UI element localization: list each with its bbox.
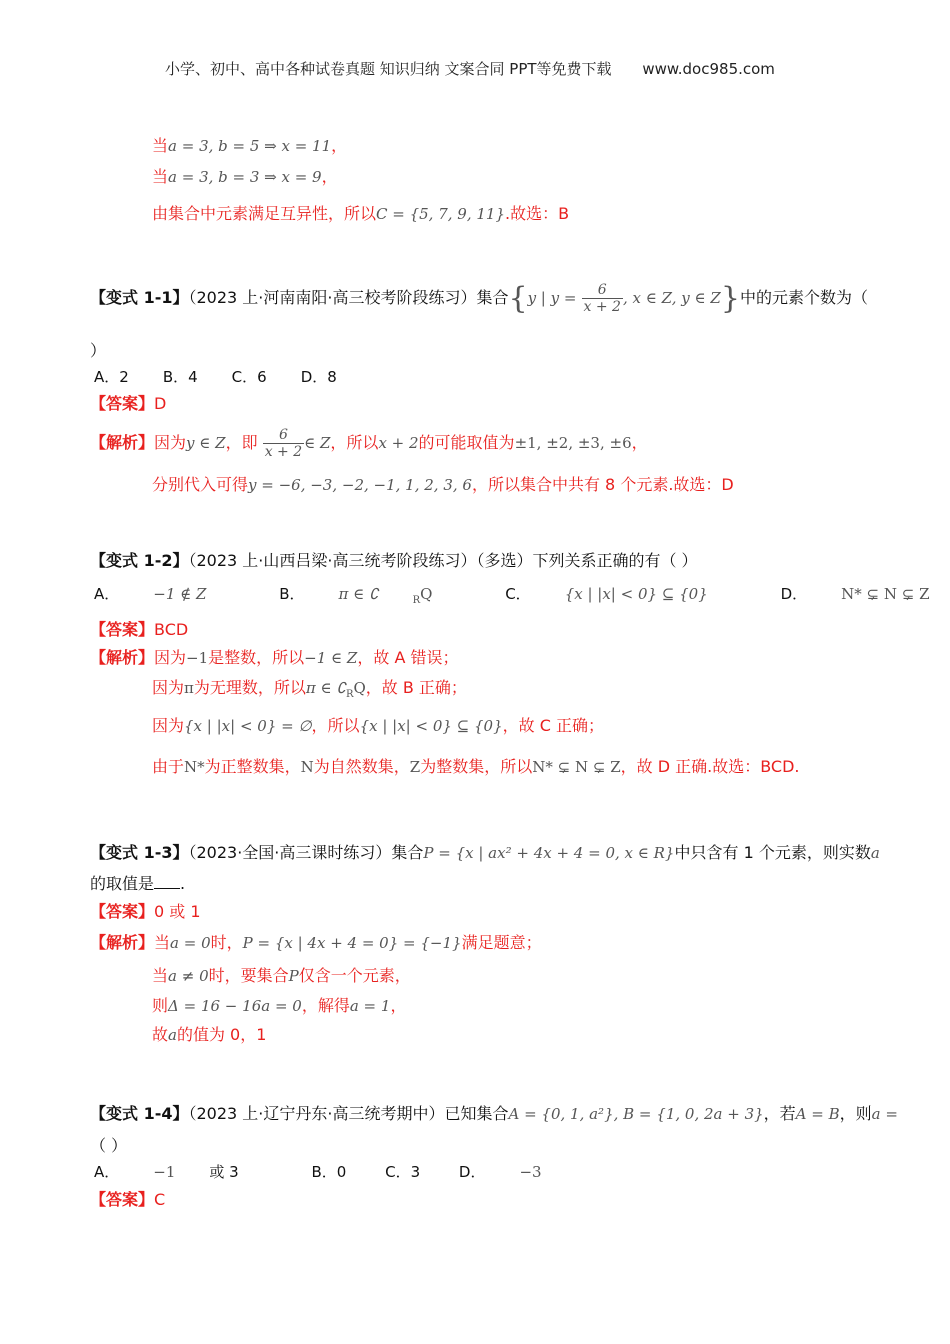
text: 分别代入可得 bbox=[152, 475, 249, 494]
question-4-answer bbox=[90, 1187, 165, 1210]
question-2-analysis-3 bbox=[152, 713, 604, 736]
subscript: R bbox=[412, 595, 421, 606]
math: x + 2 bbox=[378, 434, 419, 452]
text: 故 bbox=[152, 1025, 169, 1044]
math: ±1, ±2, ±3, ±6 bbox=[514, 434, 632, 452]
question-3-analysis-2 bbox=[152, 963, 411, 986]
math: a = bbox=[871, 1105, 898, 1123]
answer-value: C bbox=[154, 1190, 166, 1209]
math: −3 bbox=[519, 1163, 542, 1181]
option-c bbox=[505, 585, 742, 603]
math: N* ⊊ N ⊊ Z bbox=[532, 758, 621, 776]
option-c: C．6 bbox=[231, 368, 267, 386]
question-tag: 【变式 1-2】 bbox=[90, 551, 189, 570]
question-4-paren: （ ） bbox=[90, 1136, 128, 1155]
numerator: 6 bbox=[582, 282, 623, 299]
math: Z bbox=[409, 758, 421, 776]
analysis-label: 【解析】 bbox=[90, 933, 155, 952]
text: 时， bbox=[210, 933, 243, 952]
option-letter: D． bbox=[458, 1163, 486, 1181]
text: ， bbox=[631, 433, 648, 452]
option-b bbox=[279, 585, 466, 606]
analysis-label: 【解析】 bbox=[90, 648, 155, 667]
question-4-options bbox=[94, 1161, 610, 1182]
text: 当 bbox=[152, 966, 169, 985]
option-b: B．0 bbox=[311, 1163, 347, 1181]
solution-line-1 bbox=[152, 133, 347, 156]
question-text: ，若 bbox=[763, 1104, 796, 1123]
text: ，所以 bbox=[330, 433, 379, 452]
question-3-answer bbox=[90, 899, 201, 922]
text: ， bbox=[331, 136, 348, 155]
question-3-analysis-1 bbox=[90, 930, 542, 953]
question-source: （2023 上·辽宁丹东·高三统考期中）已知集合 bbox=[188, 1104, 509, 1123]
question-source: （2023·全国·高三课时练习）集合 bbox=[188, 843, 424, 862]
text: 为无理数，所以 bbox=[193, 678, 306, 697]
text: ，所以集合中共有 8 个元素.故选：D bbox=[471, 475, 734, 494]
math: a bbox=[168, 1026, 177, 1044]
math: C = {5, 7, 9, 11} bbox=[376, 205, 506, 223]
text: 时，要集合 bbox=[208, 966, 289, 985]
math: {x | |x| < 0} = ∅ bbox=[184, 717, 312, 735]
text: ，即 bbox=[225, 433, 258, 452]
brace: } bbox=[720, 281, 740, 316]
question-2-stem bbox=[90, 548, 698, 571]
question-1-analysis-1 bbox=[90, 427, 648, 460]
text: ，故 D 正确.故选：BCD. bbox=[620, 757, 800, 776]
option-letter: A． bbox=[94, 1163, 120, 1181]
text: 满足题意； bbox=[461, 933, 542, 952]
text: 为正整数集， bbox=[204, 757, 301, 776]
subscript: R bbox=[345, 689, 354, 701]
question-1-stem bbox=[90, 281, 868, 316]
math: a = 3, b = 5 ⇒ x = 11 bbox=[168, 137, 332, 155]
fraction bbox=[582, 282, 623, 315]
question-4-stem bbox=[90, 1101, 898, 1124]
text: 因为 bbox=[152, 678, 185, 697]
answer-label: 【答案】 bbox=[90, 394, 155, 413]
option-a bbox=[94, 1163, 273, 1181]
question-3-line-2 bbox=[90, 871, 185, 894]
analysis-label: 【解析】 bbox=[90, 433, 155, 452]
text: .故选：B bbox=[505, 204, 570, 223]
text: 因为 bbox=[154, 648, 187, 667]
text: 由集合中元素满足互异性，所以 bbox=[152, 204, 377, 223]
math: a = 0 bbox=[170, 934, 211, 952]
question-source: （2023 上·山西吕梁·高三统考阶段练习）（多选）下列关系正确的有（ ） bbox=[188, 551, 698, 570]
option-letter: D． bbox=[780, 585, 808, 603]
question-1-answer bbox=[90, 391, 166, 414]
math: Q bbox=[420, 585, 433, 603]
question-2-analysis-1 bbox=[90, 645, 458, 668]
text: ， bbox=[390, 996, 407, 1015]
math: π ∈ ∁ bbox=[338, 585, 379, 603]
math: Δ = 16 − 16a = 0 bbox=[168, 997, 302, 1015]
math: {x | |x| < 0} ⊆ {0} bbox=[564, 585, 708, 603]
math: −1 ∈ Z bbox=[304, 649, 358, 667]
math: {x | |x| < 0} ⊆ {0} bbox=[359, 717, 503, 735]
text: 当 bbox=[154, 933, 171, 952]
header-text: 小学、初中、高中各种试卷真题 知识归纳 文案合同 PPT等免费下载 bbox=[165, 60, 612, 78]
answer-value: BCD bbox=[154, 620, 189, 639]
math: A = {0, 1, a²}, B = {1, 0, 2a + 3} bbox=[508, 1105, 764, 1123]
option-c: C．3 bbox=[385, 1163, 421, 1181]
math: π ∈ ∁ bbox=[305, 679, 346, 697]
text: 或 3 bbox=[209, 1163, 239, 1181]
question-tag: 【变式 1-1】 bbox=[90, 288, 189, 307]
text: 则 bbox=[152, 996, 169, 1015]
math: N* ⊊ N ⊊ Z bbox=[841, 585, 930, 603]
question-source: （2023 上·河南南阳·高三校考阶段练习）集合 bbox=[188, 288, 509, 307]
answer-value: 0 或 1 bbox=[154, 902, 201, 921]
math: y | y = bbox=[527, 289, 577, 307]
denominator: x + 2 bbox=[264, 444, 303, 460]
text: ，故 A 错误； bbox=[357, 648, 459, 667]
answer-label: 【答案】 bbox=[90, 620, 155, 639]
question-2-analysis-4 bbox=[152, 754, 800, 777]
option-a bbox=[94, 585, 240, 603]
question-tag: 【变式 1-4】 bbox=[90, 1104, 189, 1123]
brace: { bbox=[508, 281, 528, 316]
math: ∈ Z bbox=[304, 434, 331, 452]
question-text: . bbox=[180, 874, 186, 893]
option-d bbox=[781, 585, 950, 603]
denominator: x + 2 bbox=[583, 299, 621, 315]
text: 当 bbox=[152, 167, 169, 186]
math: P = {x | 4x + 4 = 0} = {−1} bbox=[242, 934, 462, 952]
answer-label: 【答案】 bbox=[90, 902, 155, 921]
text: 由于 bbox=[152, 757, 185, 776]
math: a bbox=[870, 844, 880, 862]
math: N* bbox=[184, 758, 205, 776]
math: P = {x | ax² + 4x + 4 = 0, x ∈ R} bbox=[423, 844, 675, 862]
text: ，所以 bbox=[311, 716, 360, 735]
text: 为整数集，所以 bbox=[420, 757, 533, 776]
text: ，故 B 正确； bbox=[365, 678, 467, 697]
option-d bbox=[459, 1163, 576, 1181]
question-3-analysis-3 bbox=[152, 993, 406, 1016]
question-1-options bbox=[94, 366, 371, 387]
math: , x ∈ Z, y ∈ Z bbox=[622, 289, 721, 307]
question-text: 的取值是 bbox=[90, 874, 155, 893]
answer-value: D bbox=[154, 394, 167, 413]
solution-line-3 bbox=[152, 201, 569, 224]
question-text: ，则 bbox=[839, 1104, 872, 1123]
page-header bbox=[165, 58, 775, 79]
numerator: 6 bbox=[263, 427, 304, 444]
text: 因为 bbox=[152, 716, 185, 735]
question-1-analysis-2 bbox=[152, 472, 734, 495]
math: π bbox=[184, 679, 194, 697]
text: 为自然数集， bbox=[313, 757, 410, 776]
fill-blank[interactable] bbox=[154, 888, 180, 889]
math: P bbox=[288, 967, 299, 985]
math: y = −6, −3, −2, −1, 1, 2, 3, 6 bbox=[248, 476, 472, 494]
math: y ∈ Z bbox=[186, 434, 226, 452]
solution-line-2 bbox=[152, 164, 338, 187]
math: A = B bbox=[795, 1105, 840, 1123]
question-3-stem bbox=[90, 840, 880, 863]
text: 仅含一个元素， bbox=[298, 966, 411, 985]
question-1-close: ） bbox=[90, 341, 107, 360]
text: 当 bbox=[152, 136, 169, 155]
question-2-options bbox=[94, 583, 950, 606]
fraction bbox=[263, 427, 304, 460]
option-b: B．4 bbox=[162, 368, 198, 386]
text: ，解得 bbox=[301, 996, 350, 1015]
text: 因为 bbox=[154, 433, 187, 452]
option-a: A．2 bbox=[94, 368, 129, 386]
option-letter: C． bbox=[505, 585, 531, 603]
answer-label: 【答案】 bbox=[90, 1190, 155, 1209]
math: Q bbox=[353, 679, 366, 697]
option-d: D．8 bbox=[300, 368, 337, 386]
question-2-analysis-2 bbox=[152, 675, 467, 700]
question-3-analysis-4 bbox=[152, 1022, 266, 1045]
question-2-answer bbox=[90, 617, 188, 640]
text: 是整数，所以 bbox=[208, 648, 305, 667]
math: a = 1 bbox=[349, 997, 391, 1015]
math: N bbox=[300, 758, 314, 776]
math: a ≠ 0 bbox=[168, 967, 209, 985]
option-letter: A． bbox=[94, 585, 120, 603]
question-tag: 【变式 1-3】 bbox=[90, 843, 189, 862]
text: 的可能取值为 bbox=[418, 433, 515, 452]
math: −1 bbox=[186, 649, 209, 667]
math: −1 bbox=[153, 1163, 176, 1181]
math: −1 ∉ Z bbox=[153, 585, 207, 603]
question-text: 中的元素个数为（ bbox=[739, 288, 868, 307]
text: ， bbox=[321, 167, 338, 186]
text: ，故 C 正确； bbox=[502, 716, 605, 735]
header-url[interactable]: www.doc985.com bbox=[642, 60, 775, 78]
option-letter: B． bbox=[279, 585, 305, 603]
text: 的值为 0，1 bbox=[176, 1025, 267, 1044]
math: a = 3, b = 3 ⇒ x = 9 bbox=[168, 168, 322, 186]
question-text: 中只含有 1 个元素，则实数 bbox=[674, 843, 871, 862]
